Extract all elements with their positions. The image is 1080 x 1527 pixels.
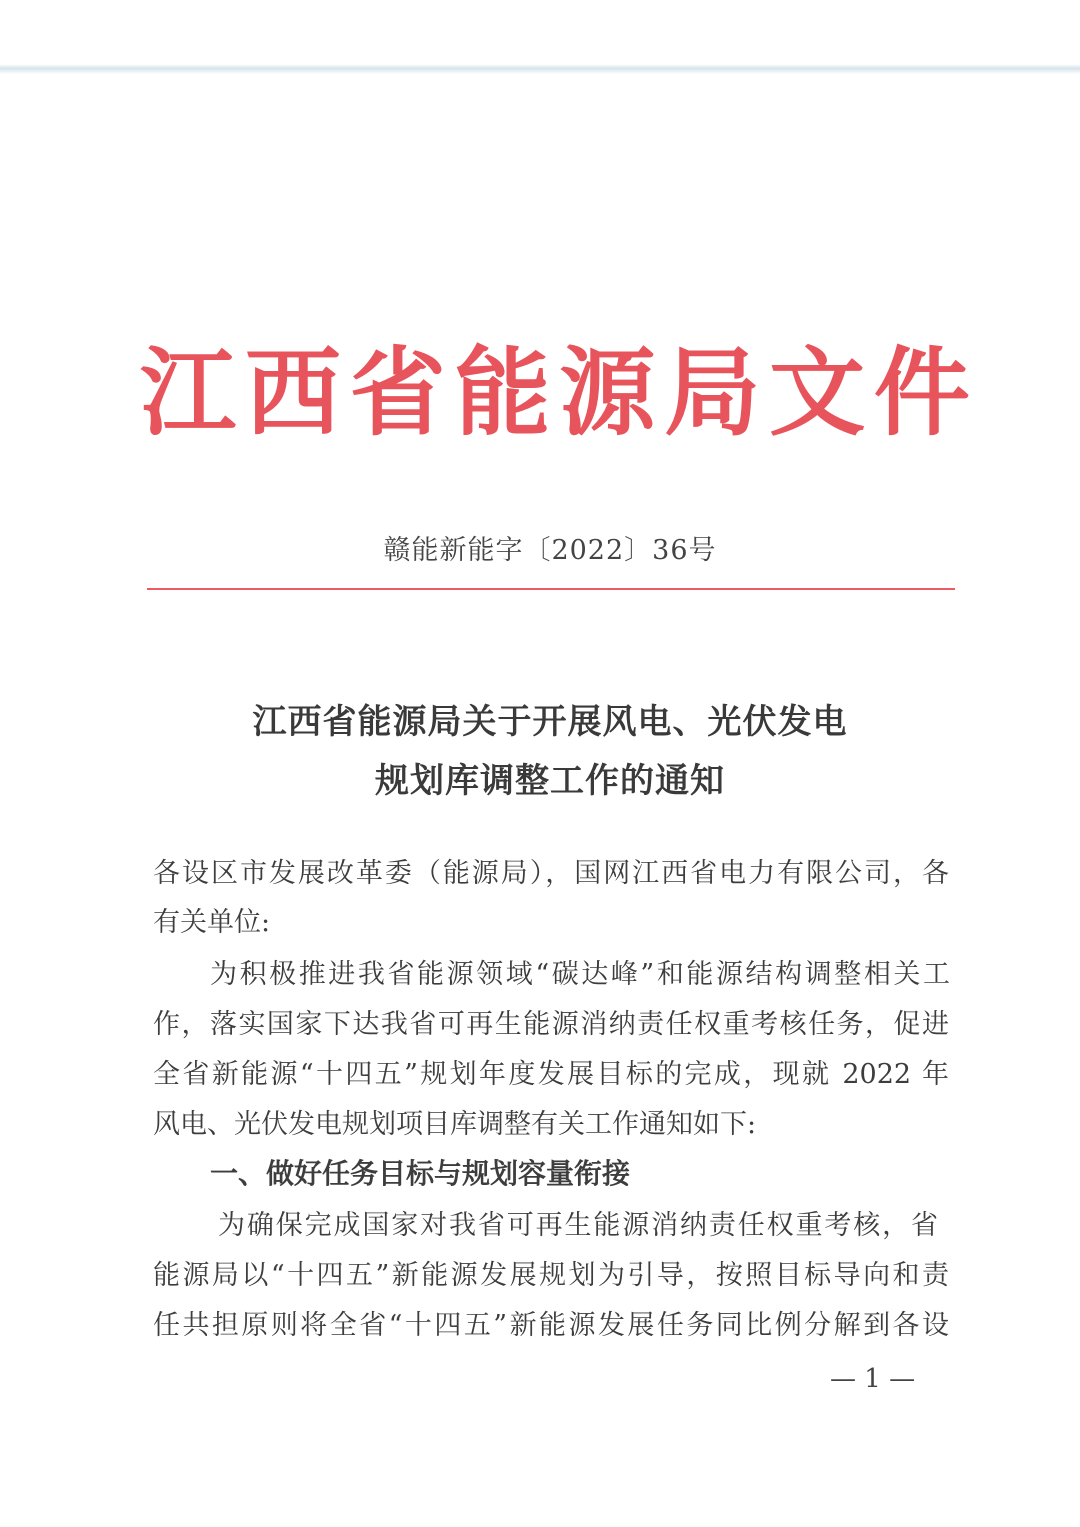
masthead-char: 件 bbox=[873, 336, 970, 449]
masthead-char: 西 bbox=[244, 336, 341, 449]
paragraph-2-line-1: 为确保完成国家对我省可再生能源消纳责任权重考核，省 bbox=[218, 1210, 938, 1241]
masthead-char: 江 bbox=[140, 336, 236, 449]
masthead-char: 能 bbox=[454, 336, 551, 449]
document-title-line-1: 江西省能源局关于开展风电、光伏发电 bbox=[252, 702, 848, 742]
addressee-line-1: 各设区市发展改革委（能源局），国网江西省电力有限公司，各 bbox=[153, 858, 949, 889]
paragraph-1-line-3: 全省新能源“十四五”规划年度发展目标的完成，现就 2022 年 bbox=[153, 1059, 949, 1090]
document-title-line-2: 规划库调整工作的通知 bbox=[375, 761, 725, 801]
document-number: 赣能新能字〔2022〕36号 bbox=[383, 535, 717, 566]
section-1-heading: 一、做好任务目标与规划容量衔接 bbox=[210, 1157, 631, 1190]
masthead-char: 文 bbox=[769, 336, 866, 449]
paragraph-1-line-4: 风电、光伏发电规划项目库调整有关工作通知如下: bbox=[153, 1109, 757, 1140]
masthead-char: 源 bbox=[559, 336, 656, 449]
document-masthead bbox=[140, 338, 970, 448]
addressee-line-2: 有关单位: bbox=[153, 907, 271, 938]
masthead-char: 省 bbox=[349, 336, 446, 449]
paragraph-1-line-1: 为积极推进我省能源领域“碳达峰”和能源结构调整相关工 bbox=[210, 959, 950, 990]
paragraph-2-line-2: 能源局以“十四五”新能源发展规划为引导，按照目标导向和责 bbox=[153, 1260, 949, 1291]
paragraph-1-line-2: 作，落实国家下达我省可再生能源消纳责任权重考核任务，促进 bbox=[153, 1009, 949, 1040]
paragraph-2-line-3: 任共担原则将全省“十四五”新能源发展任务同比例分解到各设 bbox=[153, 1310, 949, 1341]
red-divider-rule bbox=[147, 588, 955, 590]
page-number: — 1 — bbox=[830, 1364, 916, 1394]
masthead-char: 局 bbox=[664, 336, 761, 449]
scan-artifact-line bbox=[0, 64, 1080, 74]
